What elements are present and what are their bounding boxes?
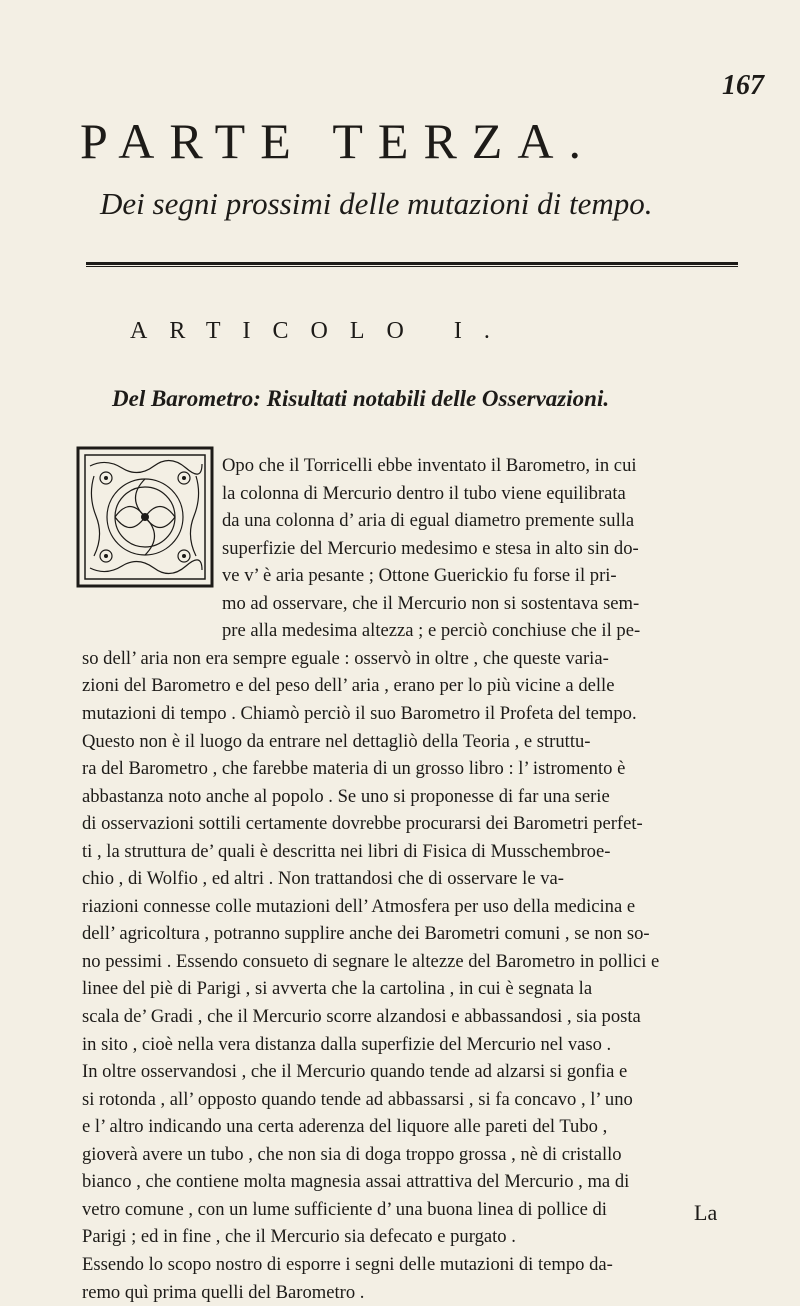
article-title: Del Barometro: Risultati notabili delle Osservazioni. <box>112 386 672 412</box>
text-line: ti , la struttura de’ quali è descritta nei libri di Fisica di Musschembroe- <box>82 838 752 866</box>
text-line: Parigi ; ed in fine , che il Mercurio sia defecato e purgato . <box>82 1223 752 1251</box>
text-line: vetro comune , con un lume sufficiente d’ una buona linea di pollice di <box>82 1196 752 1224</box>
text-line: so dell’ aria non era sempre eguale : osservò in oltre , che queste varia- <box>82 645 752 673</box>
text-line: scala de’ Gradi , che il Mercurio scorre alzandosi e abbassandosi , sia posta <box>82 1003 752 1031</box>
part-title: PARTE TERZA. <box>80 112 740 170</box>
title-rule <box>86 262 738 267</box>
article-heading: ARTICOLO I. <box>130 318 650 345</box>
text-line: mutazioni di tempo . Chiamò perciò il suo Barometro il Profeta del tempo. <box>82 700 752 728</box>
text-line: Essendo lo scopo nostro di esporre i segni delle mutazioni di tempo da- <box>82 1251 752 1279</box>
text-line: riazioni connesse colle mutazioni dell’ Atmosfera per uso della medicina e <box>82 893 752 921</box>
text-line: in sito , cioè nella vera distanza dalla superfizie del Mercurio nel vaso . <box>82 1031 752 1059</box>
text-line: remo quì prima quelli del Barometro . <box>82 1279 752 1306</box>
text-line: da una colonna d’ aria di egual diametro premente sulla <box>222 507 752 535</box>
decorated-initial-ornament-icon <box>76 446 214 588</box>
text-line: Opo che il Torricelli ebbe inventato il Barometro, in cui <box>222 452 752 480</box>
text-line: zioni del Barometro e del peso dell’ aria , erano per lo più vicine a delle <box>82 672 752 700</box>
text-line: dell’ agricoltura , potranno supplire anche dei Barometri comuni , se non so- <box>82 920 752 948</box>
text-line: si rotonda , all’ opposto quando tende ad abbassarsi , si fa concavo , l’ uno <box>82 1086 752 1114</box>
catchword: La <box>694 1200 717 1226</box>
text-line: la colonna di Mercurio dentro il tubo viene equilibrata <box>222 480 752 508</box>
text-line: e l’ altro indicando una certa aderenza del liquore alle pareti del Tubo , <box>82 1113 752 1141</box>
text-line: In oltre osservandosi , che il Mercurio quando tende ad alzarsi si gonfia e <box>82 1058 752 1086</box>
text-line: di osservazioni sottili certamente dovrebbe procurarsi dei Barometri perfet- <box>82 810 752 838</box>
text-line: ve v’ è aria pesante ; Ottone Guerickio fu forse il pri- <box>222 562 752 590</box>
text-line: chio , di Wolfio , ed altri . Non trattandosi che di osservare le va- <box>82 865 752 893</box>
text-line: mo ad osservare, che il Mercurio non si sostentava sem- <box>222 590 752 618</box>
text-line: linee del piè di Parigi , si avverta che la cartolina , in cui è segnata la <box>82 975 752 1003</box>
text-line: ra del Barometro , che farebbe materia di un grosso libro : l’ istromento è <box>82 755 752 783</box>
page-number: 167 <box>722 70 764 102</box>
text-line: gioverà avere un tubo , che non sia di doga troppo grossa , nè di cristallo <box>82 1141 752 1169</box>
text-line: bianco , che contiene molta magnesia assai attrattiva del Mercurio , ma di <box>82 1168 752 1196</box>
text-line: no pessimi . Essendo consueto di segnare le altezze del Barometro in pollici e <box>82 948 752 976</box>
text-line: superfizie del Mercurio medesimo e stesa in alto sin do- <box>222 535 752 563</box>
text-line: pre alla medesima altezza ; e perciò conchiuse che il pe- <box>222 617 752 645</box>
text-line: abbastanza noto anche al popolo . Se uno si proponesse di far una serie <box>82 783 752 811</box>
text-line: Questo non è il luogo da entrare nel dettagliò della Teoria , e struttu- <box>82 728 752 756</box>
part-subtitle: Dei segni prossimi delle mutazioni di tempo. <box>100 186 720 222</box>
